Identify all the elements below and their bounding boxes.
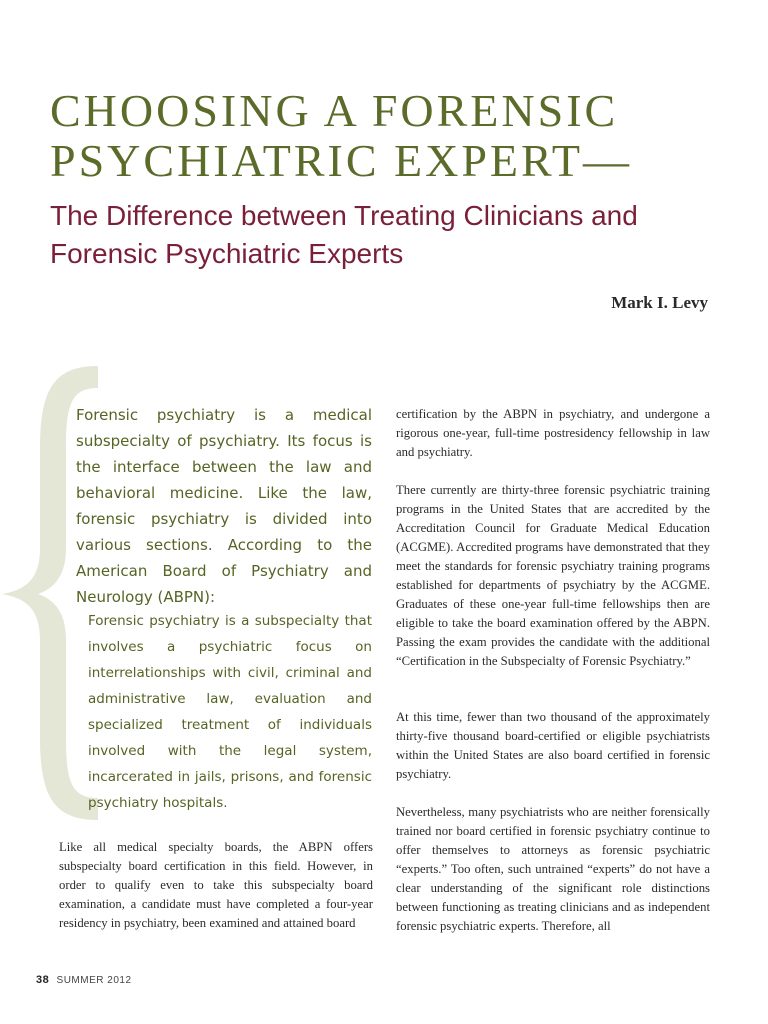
abpn-quote: Forensic psychiatry is a subspecialty that involves a psychiatric focus on interrelationships with civil, criminal and administrative law, evaluation and specialized treatment of individuals involved with the legal system, incarcerated in jails, prisons, and forensic psychiatry hospitals. bbox=[88, 613, 372, 811]
article-title: CHOOSING A FORENSIC PSYCHIATRIC EXPERT— bbox=[50, 85, 633, 186]
body-paragraph-left: Like all medical specialty boards, the ABPN offers subspecialty board certification in this field. However, in order to qualify even to take this subspecialty board examination, a candidate must have completed a four-year residency in psychiatry, been examined and attained board bbox=[59, 840, 373, 930]
page-number: 38 bbox=[36, 974, 50, 986]
body-paragraph-right-4: Nevertheless, many psychiatrists who are neither forensically trained nor board certified in forensic psychiatry continue to offer themselves to attorneys as forensic psychiatric “experts.” Too often, such untrained “experts” do not have a clear understanding of the significant role distinctions between functioning as treating clinicians and as independent forensic psychiatric experts. Therefore, all bbox=[396, 805, 710, 933]
page-footer bbox=[36, 974, 132, 986]
author-name: Mark I. Levy bbox=[611, 293, 708, 312]
lead-paragraph: Forensic psychiatry is a medical subspecialty of psychiatry. Its focus is the interface between the law and behavioral medicine. Like the law, forensic psychiatry is divided into various sections. According to the American Board of Psychiatry and Neurology (ABPN): bbox=[76, 406, 372, 606]
body-paragraph-right-3: At this time, fewer than two thousand of the approximately thirty-five thousand board-certified or eligible psychiatrists within the United States are also board certified in forensic psychiatry. bbox=[396, 710, 710, 781]
issue-label: SUMMER 2012 bbox=[56, 975, 132, 986]
body-paragraph-right-2: There currently are thirty-three forensic psychiatric training programs in the United States that are accredited by the Accreditation Council for Graduate Medical Education (ACGME). Accredited programs have demonstrated that they meet the standards for forensic psychiatry training programs established for departments of psychiatry by the ACGME. Graduates of these one-year full-time fellowships then are eligible to take the board examination offered by the ABPN. Passing the exam provides the candidate with the additional “Certification in the Subspecialty of Forensic Psychiatry.” bbox=[396, 483, 710, 668]
article-subtitle: The Difference between Treating Clinicians and Forensic Psychiatric Experts bbox=[50, 200, 638, 269]
body-paragraph-right-1: certification by the ABPN in psychiatry, and undergone a rigorous one-year, full-time postresidency fellowship in law and psychiatry. bbox=[396, 407, 710, 459]
